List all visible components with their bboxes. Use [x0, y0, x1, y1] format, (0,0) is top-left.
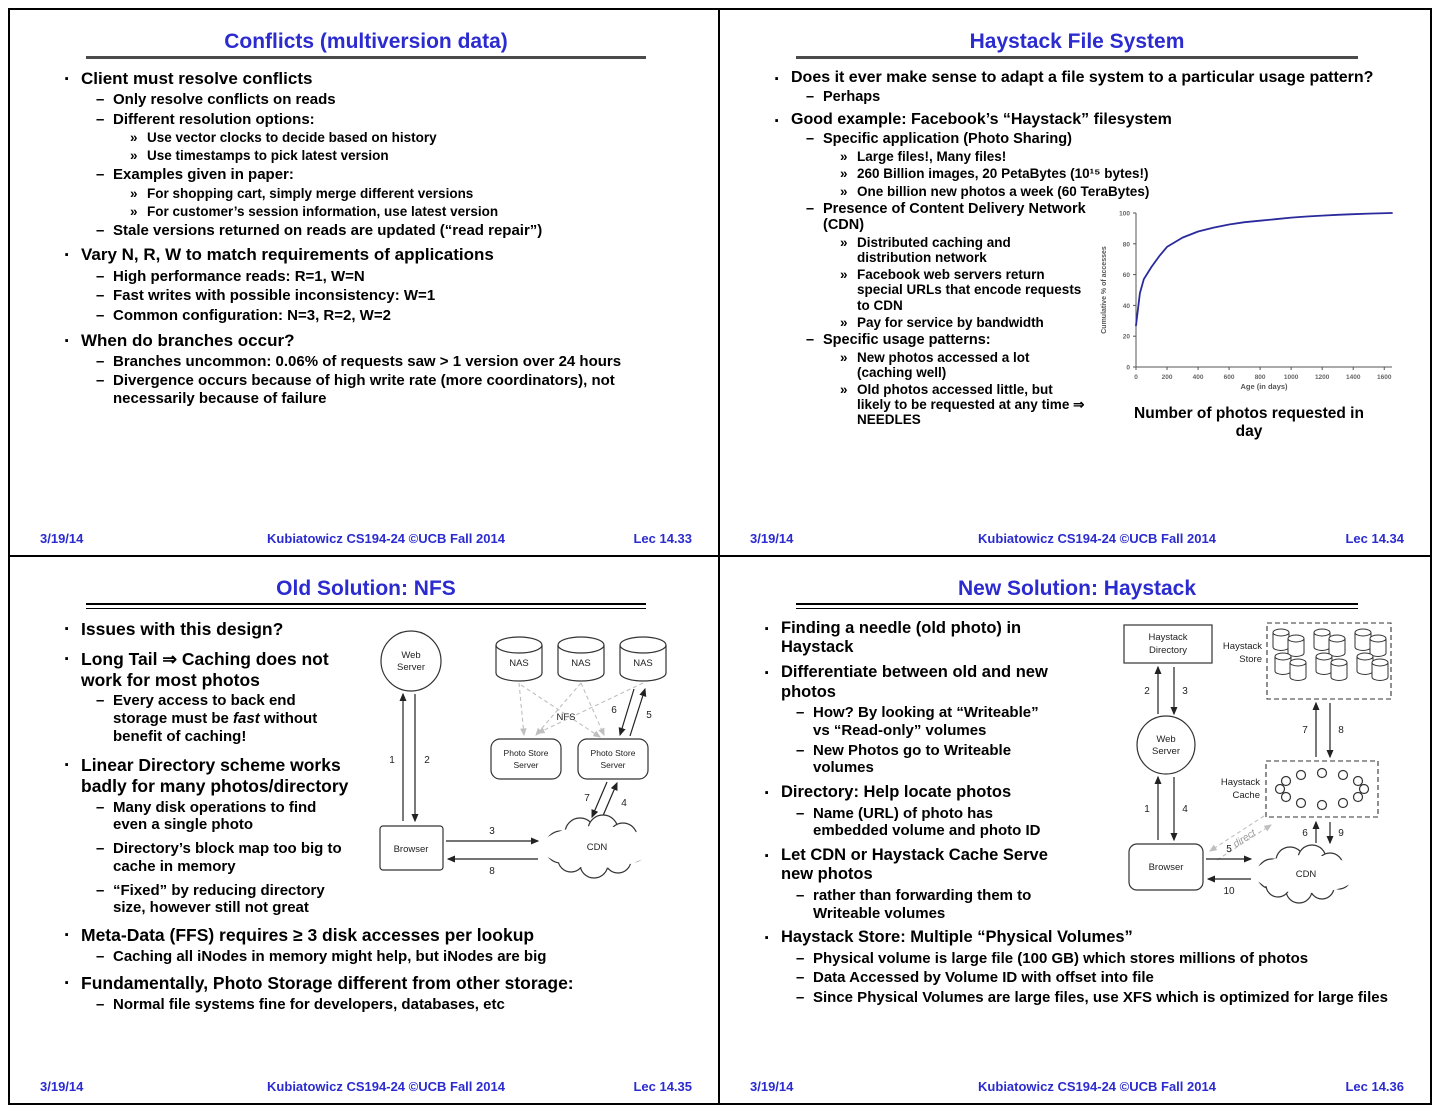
svg-text:Photo Store: Photo Store: [503, 747, 549, 758]
title-underline: [796, 603, 1358, 609]
svg-text:5: 5: [646, 709, 652, 721]
bullet-item: – Specific application (Photo Sharing): [806, 131, 1402, 147]
bullet-item: · Fundamentally, Photo Storage different from other storage:: [64, 973, 690, 994]
svg-text:Age (in days): Age (in days): [1240, 381, 1288, 391]
svg-text:2: 2: [1144, 685, 1150, 697]
svg-text:Haystack: Haystack: [1222, 640, 1262, 652]
svg-text:Browser: Browser: [1148, 861, 1184, 873]
svg-text:Cumulative % of accesses: Cumulative % of accesses: [1101, 245, 1108, 334]
bullet-item: » One billion new photos a week (60 TeraBytes): [840, 184, 1402, 199]
bullet-item: – Branches uncommon: 0.06% of requests saw > 1 version over 24 hours: [96, 353, 690, 371]
slide-title: Haystack File System: [969, 30, 1185, 53]
svg-text:1000: 1000: [1283, 373, 1299, 381]
bullet-item: · Issues with this design?: [64, 619, 690, 640]
svg-text:NAS: NAS: [509, 657, 529, 669]
slide-title: Old Solution: NFS: [276, 576, 456, 600]
slide-old-nfs: [10, 557, 718, 1104]
footer-date: 3/19/14: [40, 530, 84, 546]
bullet-item: – Different resolution options:: [96, 111, 690, 129]
svg-text:60: 60: [1122, 271, 1130, 279]
bullet-item: · Linear Directory scheme works badly for many photos/directory: [64, 755, 690, 796]
footer-date: 3/19/14: [40, 1079, 84, 1094]
svg-text:Server: Server: [513, 759, 539, 770]
slide-body: [64, 69, 690, 408]
svg-text:10: 10: [1223, 885, 1235, 897]
footer-course: Kubiatowicz CS194-24 ©UCB Fall 2014: [267, 530, 505, 546]
bullet-item: · Meta-Data (FFS) requires ≥ 3 disk accesses per lookup: [64, 925, 690, 946]
svg-text:20: 20: [1122, 333, 1130, 341]
svg-text:5: 5: [1226, 843, 1232, 855]
bullet-item: » For shopping cart, simply merge different versions: [130, 186, 690, 202]
slide-footer: [40, 531, 692, 546]
svg-text:40: 40: [1122, 302, 1130, 310]
bullet-item: » Facebook web servers return special URLs that encode requests to CDN: [840, 267, 1402, 312]
bullet-item: » Large files!, Many files!: [840, 149, 1402, 164]
svg-text:NAS: NAS: [633, 657, 653, 669]
svg-text:9: 9: [1338, 827, 1344, 839]
bullet-item: · Long Tail ⇒ Caching does not work for most photos: [64, 649, 690, 690]
bullet-item: » Pay for service by bandwidth: [840, 315, 1402, 330]
slide-haystack-fs: [720, 10, 1430, 555]
bullet-item: – Normal file systems fine for developers, databases, etc: [96, 996, 690, 1014]
svg-text:3: 3: [1182, 685, 1188, 697]
bullet-item: » Distributed caching and distribution network: [840, 235, 1402, 265]
slide-body: [764, 619, 1402, 1007]
slide-footer: [750, 531, 1404, 546]
svg-text:1: 1: [389, 754, 395, 766]
svg-text:0: 0: [1126, 364, 1130, 372]
bullet-item: – Fast writes with possible inconsistency: W=1: [96, 287, 690, 305]
footer-lecture-number: Lec 14.35: [633, 1079, 692, 1094]
footer-course: Kubiatowicz CS194-24 ©UCB Fall 2014: [978, 1079, 1216, 1094]
bullet-item: · Client must resolve conflicts: [64, 69, 690, 89]
svg-text:4: 4: [621, 797, 627, 809]
bullet-item: – Many disk operations to find even a single photo: [96, 799, 690, 834]
title-underline: [86, 603, 646, 609]
svg-text:Store: Store: [1239, 653, 1262, 665]
bullet-item: » For customer’s session information, use latest version: [130, 204, 690, 220]
svg-text:7: 7: [1302, 724, 1308, 736]
bullet-item: · Does it ever make sense to adapt a file system to a particular usage pattern?: [774, 69, 1402, 87]
bullet-item: – Perhaps: [806, 89, 1402, 105]
slide-conflicts: [10, 10, 718, 555]
footer-date: 3/19/14: [750, 1079, 794, 1094]
svg-text:Server: Server: [1152, 745, 1180, 757]
bullet-item: – Presence of Content Delivery Network (CDN): [806, 201, 1402, 233]
bullet-item: · Good example: Facebook’s “Haystack” filesystem: [774, 111, 1402, 129]
svg-text:1600: 1600: [1377, 373, 1392, 381]
svg-text:3: 3: [489, 825, 495, 837]
svg-text:8: 8: [1338, 724, 1344, 736]
svg-text:1200: 1200: [1314, 373, 1330, 381]
cell-bottom-left: [10, 557, 720, 1104]
bullet-item: » Use timestamps to pick latest version: [130, 148, 690, 164]
title-underline: [86, 56, 646, 59]
bullet-item: · Finding a needle (old photo) in Haystack: [764, 619, 1402, 658]
svg-text:Cache: Cache: [1232, 789, 1260, 801]
footer-lecture-number: Lec 14.34: [1345, 530, 1404, 546]
bullet-item: – New Photos go to Writeable volumes: [796, 742, 1402, 777]
svg-text:400: 400: [1192, 373, 1204, 381]
bullet-item: · When do branches occur?: [64, 331, 690, 351]
svg-text:1: 1: [1144, 803, 1150, 815]
svg-text:8: 8: [489, 865, 495, 877]
slide-body: [64, 619, 690, 1014]
bullet-item: – Every access to back end storage must be fast without benefit of caching!: [96, 692, 690, 745]
svg-text:Directory: Directory: [1148, 644, 1188, 656]
bullet-item: – Data Accessed by Volume ID with offset into file: [796, 969, 1402, 987]
bullet-item: · Differentiate between old and new photos: [764, 663, 1402, 702]
svg-text:2: 2: [424, 754, 430, 766]
direct-label: direct: [1231, 827, 1258, 850]
slide-title: Conflicts (multiversion data): [224, 30, 508, 53]
svg-text:CDN: CDN: [586, 841, 608, 853]
bullet-item: · Haystack Store: Multiple “Physical Volumes”: [764, 928, 1402, 947]
svg-text:Haystack: Haystack: [1148, 631, 1188, 643]
bullet-item: – Only resolve conflicts on reads: [96, 91, 690, 109]
svg-text:600: 600: [1223, 373, 1235, 381]
svg-text:200: 200: [1161, 373, 1173, 381]
svg-text:Photo Store: Photo Store: [590, 747, 636, 758]
slide-footer: [750, 1079, 1404, 1094]
svg-text:1400: 1400: [1345, 373, 1361, 381]
svg-text:CDN: CDN: [1295, 868, 1317, 880]
svg-text:NAS: NAS: [571, 657, 591, 669]
svg-text:6: 6: [1302, 827, 1308, 839]
bullet-item: – Stale versions returned on reads are updated (“read repair”): [96, 222, 690, 240]
bullet-item: » New photos accessed a lot (caching well): [840, 350, 1402, 380]
bullet-item: · Let CDN or Haystack Cache Serve new photos: [764, 846, 1402, 885]
title-underline: [796, 56, 1358, 59]
bullet-item: – Specific usage patterns:: [806, 332, 1402, 348]
svg-text:6: 6: [611, 704, 617, 716]
svg-text:Server: Server: [397, 661, 425, 673]
svg-text:Server: Server: [600, 759, 626, 770]
footer-course: Kubiatowicz CS194-24 ©UCB Fall 2014: [978, 530, 1216, 546]
bullet-item: – Since Physical Volumes are large files, use XFS which is optimized for large files: [796, 989, 1402, 1007]
bullet-item: – Examples given in paper:: [96, 166, 690, 184]
footer-date: 3/19/14: [750, 530, 794, 546]
bullet-item: · Directory: Help locate photos: [764, 783, 1402, 802]
footer-lecture-number: Lec 14.33: [633, 530, 692, 546]
bullet-item: – Physical volume is large file (100 GB) which stores millions of photos: [796, 950, 1402, 968]
svg-text:80: 80: [1122, 240, 1130, 248]
svg-text:Web: Web: [401, 649, 421, 661]
svg-text:4: 4: [1182, 803, 1188, 815]
bullet-item: – Common configuration: N=3, R=2, W=2: [96, 307, 690, 325]
bullet-item: – How? By looking at “Writeable” vs “Read-only” volumes: [796, 704, 1402, 739]
svg-text:Browser: Browser: [393, 843, 429, 855]
bullet-item: – rather than forwarding them to Writeable volumes: [796, 887, 1402, 922]
slide-body: [774, 69, 1402, 441]
svg-text:7: 7: [584, 792, 590, 804]
slide-footer: [40, 1079, 692, 1094]
bullet-item: » Use vector clocks to decide based on history: [130, 130, 690, 146]
bullet-item: · Vary N, R, W to match requirements of applications: [64, 245, 690, 265]
chart-caption: Number of photos requested in day: [1134, 404, 1364, 441]
bullet-item: » 260 Billion images, 20 PetaBytes (10¹⁵ bytes!): [840, 166, 1402, 181]
bullet-item: – Directory’s block map too big to cache in memory: [96, 840, 690, 875]
footer-lecture-number: Lec 14.36: [1345, 1079, 1404, 1094]
bullet-item: – Name (URL) of photo has embedded volume and photo ID: [796, 805, 1402, 840]
cell-top-left: [10, 10, 720, 557]
bullet-item: » Old photos accessed little, but likely to be requested at any time ⇒ NEEDLES: [840, 382, 1402, 427]
svg-text:100: 100: [1119, 210, 1130, 218]
nfs-label: NFS: [556, 711, 576, 723]
cell-bottom-right: [720, 557, 1430, 1104]
bullet-item: – High performance reads: R=1, W=N: [96, 268, 690, 286]
footer-course: Kubiatowicz CS194-24 ©UCB Fall 2014: [267, 1079, 505, 1094]
bullet-item: – Caching all iNodes in memory might help, but iNodes are big: [96, 948, 690, 966]
bullet-item: – “Fixed” by reducing directory size, however still not great: [96, 882, 690, 917]
slide-grid: [8, 8, 1432, 1105]
svg-text:Haystack: Haystack: [1220, 776, 1260, 788]
svg-text:800: 800: [1254, 373, 1266, 381]
slide-title: New Solution: Haystack: [957, 576, 1197, 600]
svg-text:Web: Web: [1156, 733, 1176, 745]
bullet-item: – Divergence occurs because of high write rate (more coordinators), not necessarily because of failure: [96, 372, 690, 407]
svg-text:0: 0: [1134, 373, 1138, 381]
slide-new-haystack: [720, 557, 1430, 1104]
cell-top-right: [720, 10, 1430, 557]
